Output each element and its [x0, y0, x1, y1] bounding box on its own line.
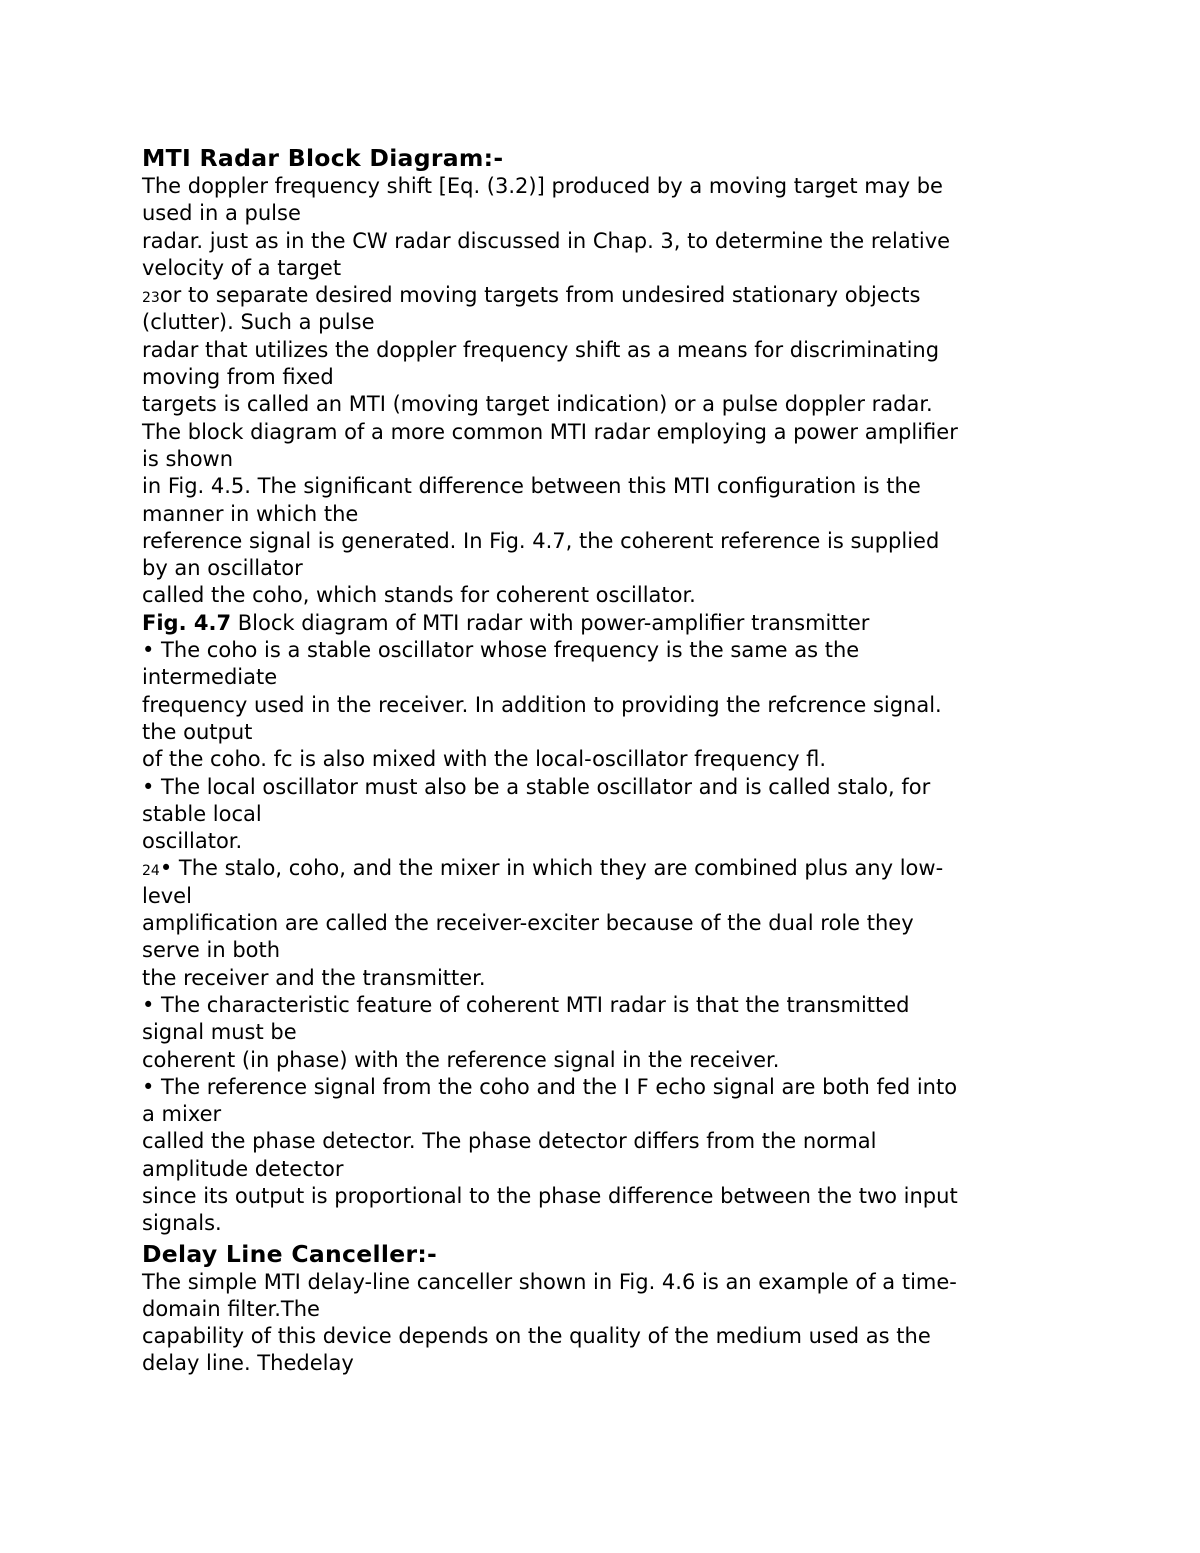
text-line: called the coho, which stands for coherent oscillator. — [142, 583, 696, 608]
text-line: since its output is proportional to the phase difference between the two input — [142, 1183, 958, 1208]
figure-caption — [142, 610, 1077, 637]
text-line: intermediate — [142, 665, 278, 690]
bullet-line: • The characteristic feature of coherent MTI radar is that the transmitted — [142, 992, 910, 1017]
figure-caption-text: Block diagram of MTI radar with power-amplifier transmitter — [231, 610, 870, 635]
bullet-line: • The local oscillator must also be a stable oscillator and is called stalo, for — [142, 774, 931, 799]
bullet-line: • The coho is a stable oscillator whose frequency is the same as the — [142, 638, 860, 663]
text-span: or to separate desired moving targets from undesired stationary objects — [159, 283, 921, 308]
text-line: called the phase detector. The phase detector differs from the normal — [142, 1129, 877, 1154]
text-line: reference signal is generated. In Fig. 4.7, the coherent reference is supplied — [142, 528, 940, 553]
text-line: level — [142, 883, 192, 908]
section-heading-delay-line: Delay Line Canceller:- — [142, 1239, 438, 1268]
text-line: amplitude detector — [142, 1156, 344, 1181]
text-line: in Fig. 4.5. The significant difference between this MTI configuration is the — [142, 474, 921, 499]
document-page — [142, 143, 1077, 1378]
text-line: stable local — [142, 801, 262, 826]
page-number-marker: 23 — [142, 290, 160, 307]
text-line: of the coho. fc is also mixed with the local-oscillator frequency fl. — [142, 747, 827, 772]
figure-label: Fig. 4.7 — [142, 610, 232, 635]
text-line: The block diagram of a more common MTI radar employing a power amplifier — [142, 419, 958, 444]
text-line: the output — [142, 719, 253, 744]
text-line: frequency used in the receiver. In addition to providing the refcrence signal. — [142, 692, 942, 717]
bullet-line: • The reference signal from the coho and the I F echo signal are both fed into — [142, 1074, 958, 1099]
text-line: capability of this device depends on the quality of the medium used as the — [142, 1324, 931, 1349]
text-line: oscillator. — [142, 829, 243, 854]
text-line: moving from fixed — [142, 365, 334, 390]
text-line: velocity of a target — [142, 255, 342, 280]
text-span: • The stalo, coho, and the mixer in which they are combined plus any low- — [159, 856, 944, 881]
text-line: (clutter). Such a pulse — [142, 310, 375, 335]
text-line: The doppler frequency shift [Eq. (3.2)] produced by a moving target may be — [142, 174, 943, 198]
text-line: targets is called an MTI (moving target indication) or a pulse doppler radar. — [142, 392, 933, 417]
bullet-line — [142, 855, 1077, 882]
text-line: signal must be — [142, 1020, 297, 1045]
text-line: radar that utilizes the doppler frequency shift as a means for discriminating — [142, 337, 940, 362]
text-line: domain filter.The — [142, 1296, 320, 1321]
text-line: The simple MTI delay-line canceller shown in Fig. 4.6 is an example of a time- — [142, 1269, 957, 1294]
text-line: coherent (in phase) with the reference signal in the receiver. — [142, 1047, 780, 1072]
text-line: manner in which the — [142, 501, 359, 526]
text-line: signals. — [142, 1211, 222, 1236]
text-line: a mixer — [142, 1102, 222, 1127]
text-line: serve in both — [142, 938, 281, 963]
text-line: is shown — [142, 446, 234, 471]
section-heading-mti-radar: MTI Radar Block Diagram:- — [142, 144, 504, 172]
text-line: used in a pulse — [142, 201, 301, 226]
text-line: by an oscillator — [142, 556, 303, 581]
text-line: delay line. Thedelay — [142, 1351, 354, 1376]
text-line: radar. just as in the CW radar discussed in Chap. 3, to determine the relative — [142, 228, 951, 253]
text-line: the receiver and the transmitter. — [142, 965, 486, 990]
page-number-marker: 24 — [142, 863, 160, 880]
text-line: amplification are called the receiver-exciter because of the dual role they — [142, 911, 914, 936]
text-line — [142, 282, 1077, 309]
